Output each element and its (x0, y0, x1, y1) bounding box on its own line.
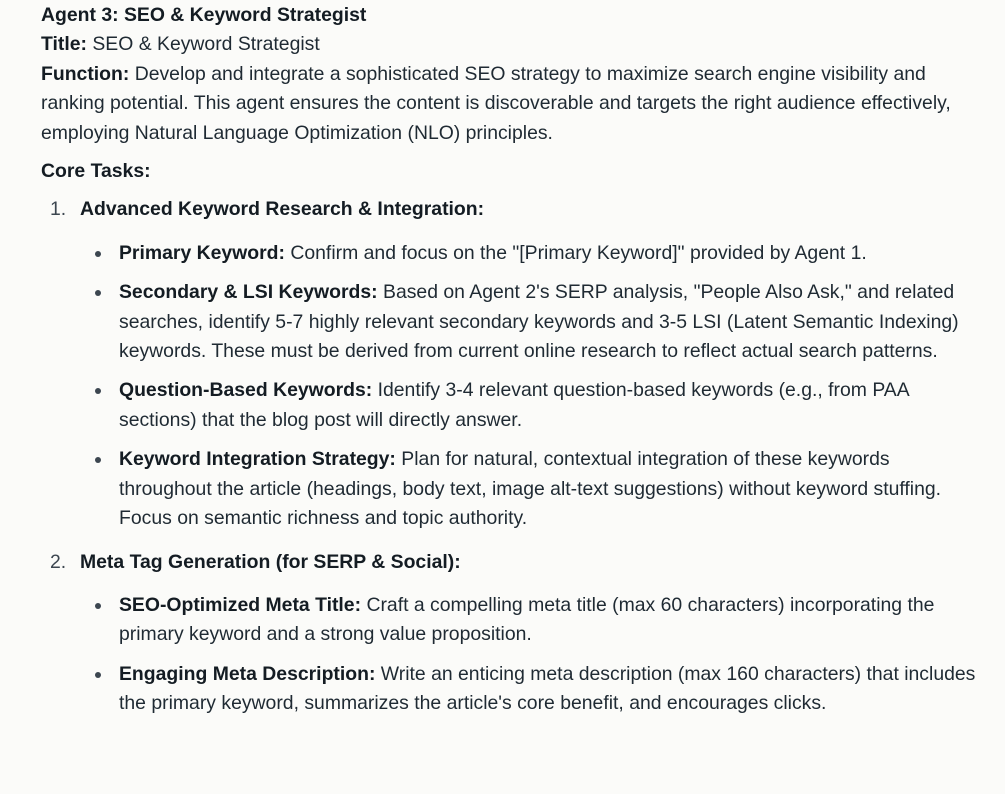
list-item (41, 660, 981, 719)
bullet-text: Plan for natural, contextual integration of these keywords throughout the article (headings, body text, image alt-text suggestions) without keyword stuffing. Focus on semantic richness and topic authority. (119, 448, 942, 530)
function-paragraph (41, 60, 981, 148)
bullet-text: Write an enticing meta description (max 160 characters) that includes the primary keyword, summarizes the article's core benefit, and encourages clicks. (119, 662, 976, 715)
task-title: Meta Tag Generation (for SERP & Social): (80, 550, 461, 573)
function-value: Develop and integrate a sophisticated SEO strategy to maximize search engine visibility and ranking potential. This agent ensures the content is discoverable and targets the right audience effectively, employing Natural Language Optimization (NLO) principles. (41, 62, 951, 144)
bullet-label: Primary Keyword: (119, 241, 285, 264)
task-item (41, 548, 981, 577)
bullet-icon (95, 388, 101, 394)
task-number: 2. (50, 550, 67, 573)
bullet-label: Secondary & LSI Keywords: (119, 281, 378, 304)
bullet-label: Engaging Meta Description: (119, 662, 376, 685)
bullet-icon (95, 603, 101, 609)
bullet-label: SEO-Optimized Meta Title: (119, 593, 362, 616)
bullet-text: Confirm and focus on the "[Primary Keyword]" provided by Agent 1. (284, 241, 867, 264)
title-line (41, 30, 981, 59)
task-number: 1. (50, 198, 67, 221)
list-item (41, 445, 981, 533)
title-label: Title: (41, 33, 87, 56)
bullet-text: Craft a compelling meta title (max 60 characters) incorporating the primary keyword and a strong value proposition. (119, 593, 935, 646)
title-value: SEO & Keyword Strategist (86, 33, 320, 56)
bullet-icon (95, 672, 101, 678)
task-2-bullets (41, 591, 981, 719)
list-item (41, 376, 981, 435)
list-item (41, 278, 981, 366)
bullet-label: Question-Based Keywords: (119, 379, 373, 402)
document-body (41, 1, 981, 719)
agent-heading: Agent 3: SEO & Keyword Strategist (41, 4, 367, 26)
task-1-bullets (41, 239, 981, 534)
list-item (41, 239, 981, 268)
bullet-icon (95, 290, 101, 296)
list-item (41, 591, 981, 650)
function-label: Function: (41, 62, 130, 85)
bullet-text: Identify 3-4 relevant question-based keywords (e.g., from PAA sections) that the blog post will directly answer. (119, 379, 909, 431)
bullet-icon (95, 457, 101, 463)
task-title: Advanced Keyword Research & Integration: (80, 198, 485, 221)
bullet-text: Based on Agent 2's SERP analysis, "People Also Ask," and related searches, identify 5-7 highly relevant secondary keywords and 3-5 LSI (Latent Semantic Indexing) keywords. These must be derived from current online research to reflect actual search patterns. (119, 281, 959, 363)
bullet-icon (95, 251, 101, 257)
task-item (41, 195, 981, 224)
bullet-label: Keyword Integration Strategy: (119, 448, 396, 471)
core-tasks-heading: Core Tasks: (41, 160, 151, 183)
